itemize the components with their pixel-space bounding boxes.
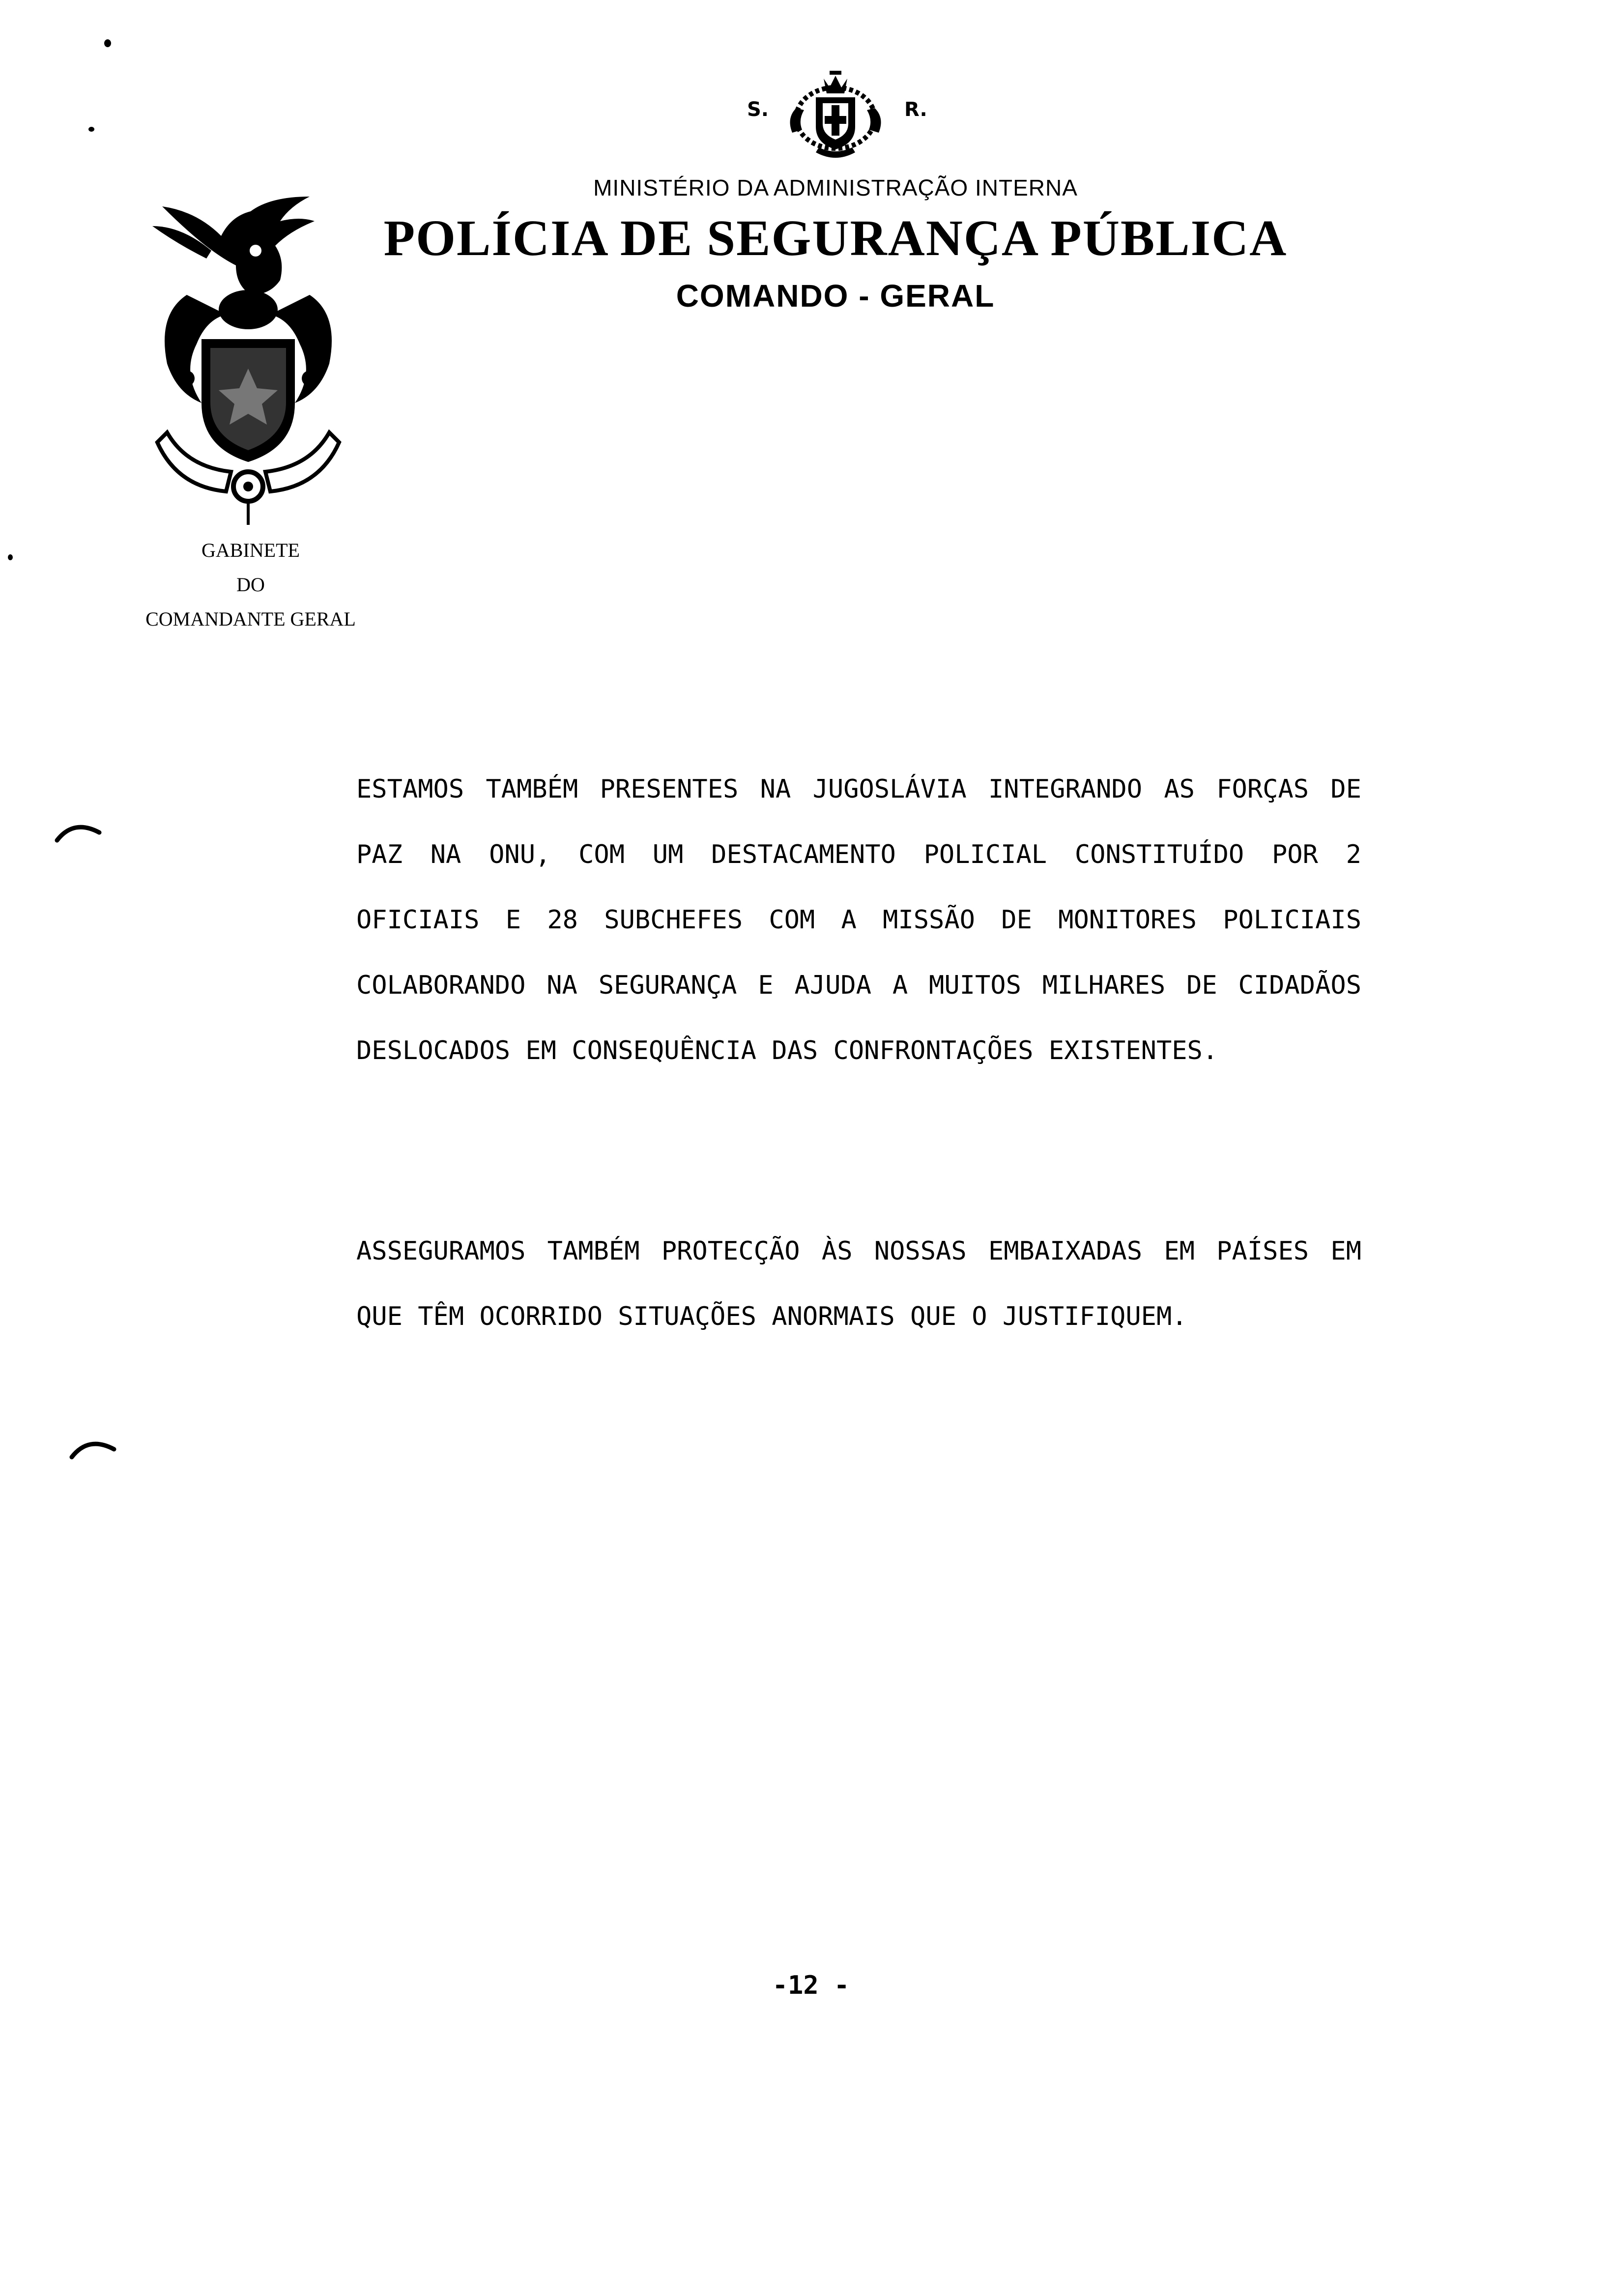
reserved-marking-right: R. — [904, 98, 927, 121]
reserved-marking-left: S. — [747, 98, 769, 121]
sender-line: COMANDANTE GERAL — [145, 608, 356, 630]
sender-line: DO — [236, 574, 265, 596]
portuguese-arms-icon — [781, 69, 890, 162]
hole-punch-mark — [69, 1433, 118, 1462]
scan-mark — [8, 554, 13, 560]
body-paragraph: ESTAMOS TAMBÉM PRESENTES NA JUGOSLÁVIA INTEGRANDO AS FORÇAS DE PAZ NA ONU, COM UM DESTACAMENTO POLICIAL CONSTITUÍDO POR 2 OFICIAIS E 28 SUBCHEFES COM A MISSÃO DE MONITORES POLICIAIS COLABORANDO NA SEGURANÇA E AJUDA A MUITOS MILHARES DE CIDADÃOS DESLOCADOS EM CONSEQUÊNCIA DAS CONFRONTAÇÕES EXISTENTES. — [356, 775, 1361, 1065]
reserved-marking — [727, 69, 944, 167]
sender-line: GABINETE — [202, 539, 300, 561]
sender-office — [98, 533, 403, 636]
scan-mark — [104, 39, 111, 47]
scan-mark — [88, 127, 94, 132]
ministry-name: MINISTÉRIO DA ADMINISTRAÇÃO INTERNA — [593, 175, 1078, 201]
command-subtitle: COMANDO - GERAL — [676, 278, 995, 314]
hole-punch-mark — [54, 816, 103, 845]
page-title: POLÍCIA DE SEGURANÇA PÚBLICA — [383, 210, 1288, 266]
psp-coat-of-arms-icon — [152, 192, 344, 526]
page-number: -12 - — [772, 1971, 850, 2000]
body-paragraph: ASSEGURAMOS TAMBÉM PROTECÇÃO ÀS NOSSAS EMBAIXADAS EM PAÍSES EM QUE TÊM OCORRIDO SITUAÇÕES ANORMAIS QUE O JUSTIFIQUEM. — [356, 1236, 1361, 1331]
